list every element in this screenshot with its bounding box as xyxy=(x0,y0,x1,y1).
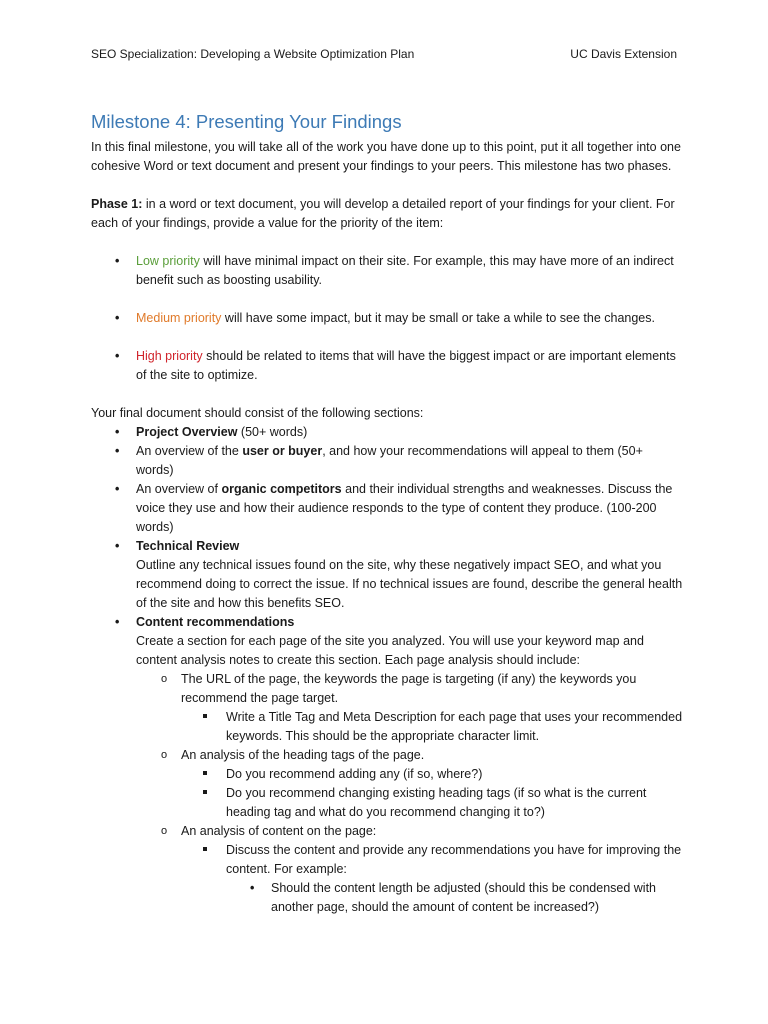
content-analysis-text: An analysis of content on the page: xyxy=(181,824,377,838)
analysis-subsub-item: • Should the content length be adjusted (should this be condensed with another page, should the amount of content be increased?) xyxy=(226,879,683,917)
url-sublist xyxy=(181,708,683,746)
priority-item-high xyxy=(91,347,683,385)
phase1-paragraph xyxy=(91,195,683,233)
header-course-title: SEO Specialization: Developing a Website Optimization Plan xyxy=(91,47,415,61)
priority-high-text: should be related to items that will have the biggest impact or are important elements of the site to optimize. xyxy=(136,349,676,382)
priority-medium-label: Medium priority xyxy=(136,311,222,325)
overview-text: (50+ words) xyxy=(237,425,308,439)
analysis-sub-text: Discuss the content and provide any recommendations you have for improving the content. For example: xyxy=(226,843,682,876)
user-text-before: An overview of the xyxy=(136,444,243,458)
content-label: Content recommendations xyxy=(136,615,295,629)
priority-item-low xyxy=(91,252,683,290)
content-text: Create a section for each page of the site you analyzed. You will use your keyword map and content analysis notes to create this section. Each page analysis should include: xyxy=(136,634,644,667)
phase1-text: in a word or text document, you will develop a detailed report of your findings for your client. For each of your findings, provide a value for the priority of the item: xyxy=(91,197,675,230)
phase1-label: Phase 1: xyxy=(91,197,143,211)
heading-sub-item-1: Do you recommend adding any (if so, where?) xyxy=(181,765,683,784)
page-title: Milestone 4: Presenting Your Findings xyxy=(91,111,402,132)
section-item-overview xyxy=(91,423,683,442)
analysis-subsublist xyxy=(226,879,683,917)
analysis-sublist xyxy=(181,841,683,917)
page-header xyxy=(91,47,677,61)
content-url-item xyxy=(136,670,683,746)
priority-high-label: High priority xyxy=(136,349,203,363)
content-sublist xyxy=(136,670,683,917)
section-item-content xyxy=(91,613,683,917)
analysis-sub-item xyxy=(181,841,683,917)
priority-low-label: Low priority xyxy=(136,254,200,268)
priority-low-text: will have minimal impact on their site. For example, this may have more of an indirect benefit such as boosting usability. xyxy=(136,254,674,287)
url-sub-item: Write a Title Tag and Meta Description for each page that uses your recommended keywords. This should be the appropriate character limit. xyxy=(181,708,683,746)
sections-intro: Your final document should consist of the following sections: xyxy=(91,406,424,420)
section-item-competitors xyxy=(91,480,683,537)
technical-label: Technical Review xyxy=(136,539,240,553)
heading-sub-item-2: Do you recommend changing existing heading tags (if so what is the current heading tag and what do you recommend changing it to?) xyxy=(181,784,683,822)
content-url-text: The URL of the page, the keywords the page is targeting (if any) the keywords you recommend the page target. xyxy=(181,672,637,705)
section-item-technical xyxy=(91,537,683,613)
document-body xyxy=(91,138,683,917)
competitors-text-after: and their individual strengths and weaknesses. Discuss the voice they use and how their audience responds to the type of content they produce. (100-200 words) xyxy=(136,482,673,534)
priority-item-medium xyxy=(91,309,683,328)
heading-sublist xyxy=(181,765,683,822)
competitors-label: organic competitors xyxy=(221,482,342,496)
sections-list xyxy=(91,423,683,917)
user-text-after: , and how your recommendations will appeal to them (50+ words) xyxy=(136,444,643,477)
header-institution: UC Davis Extension xyxy=(570,47,677,61)
content-heading-text: An analysis of the heading tags of the page. xyxy=(181,748,425,762)
overview-label: Project Overview xyxy=(136,425,238,439)
priority-medium-text: will have some impact, but it may be small or take a while to see the changes. xyxy=(221,311,655,325)
user-label: user or buyer xyxy=(242,444,323,458)
competitors-text-before: An overview of xyxy=(136,482,222,496)
intro-paragraph: In this final milestone, you will take all of the work you have done up to this point, put it all together into one cohesive Word or text document and present your findings to your peers. This milestone has two phases. xyxy=(91,140,681,173)
priority-list xyxy=(91,252,683,385)
technical-text: Outline any technical issues found on the site, why these negatively impact SEO, and what you recommend doing to correct the issue. If no technical issues are found, describe the general health of the site and how this benefits SEO. xyxy=(136,558,683,610)
section-item-user xyxy=(91,442,683,480)
content-analysis-item xyxy=(136,822,683,917)
content-heading-item xyxy=(136,746,683,822)
